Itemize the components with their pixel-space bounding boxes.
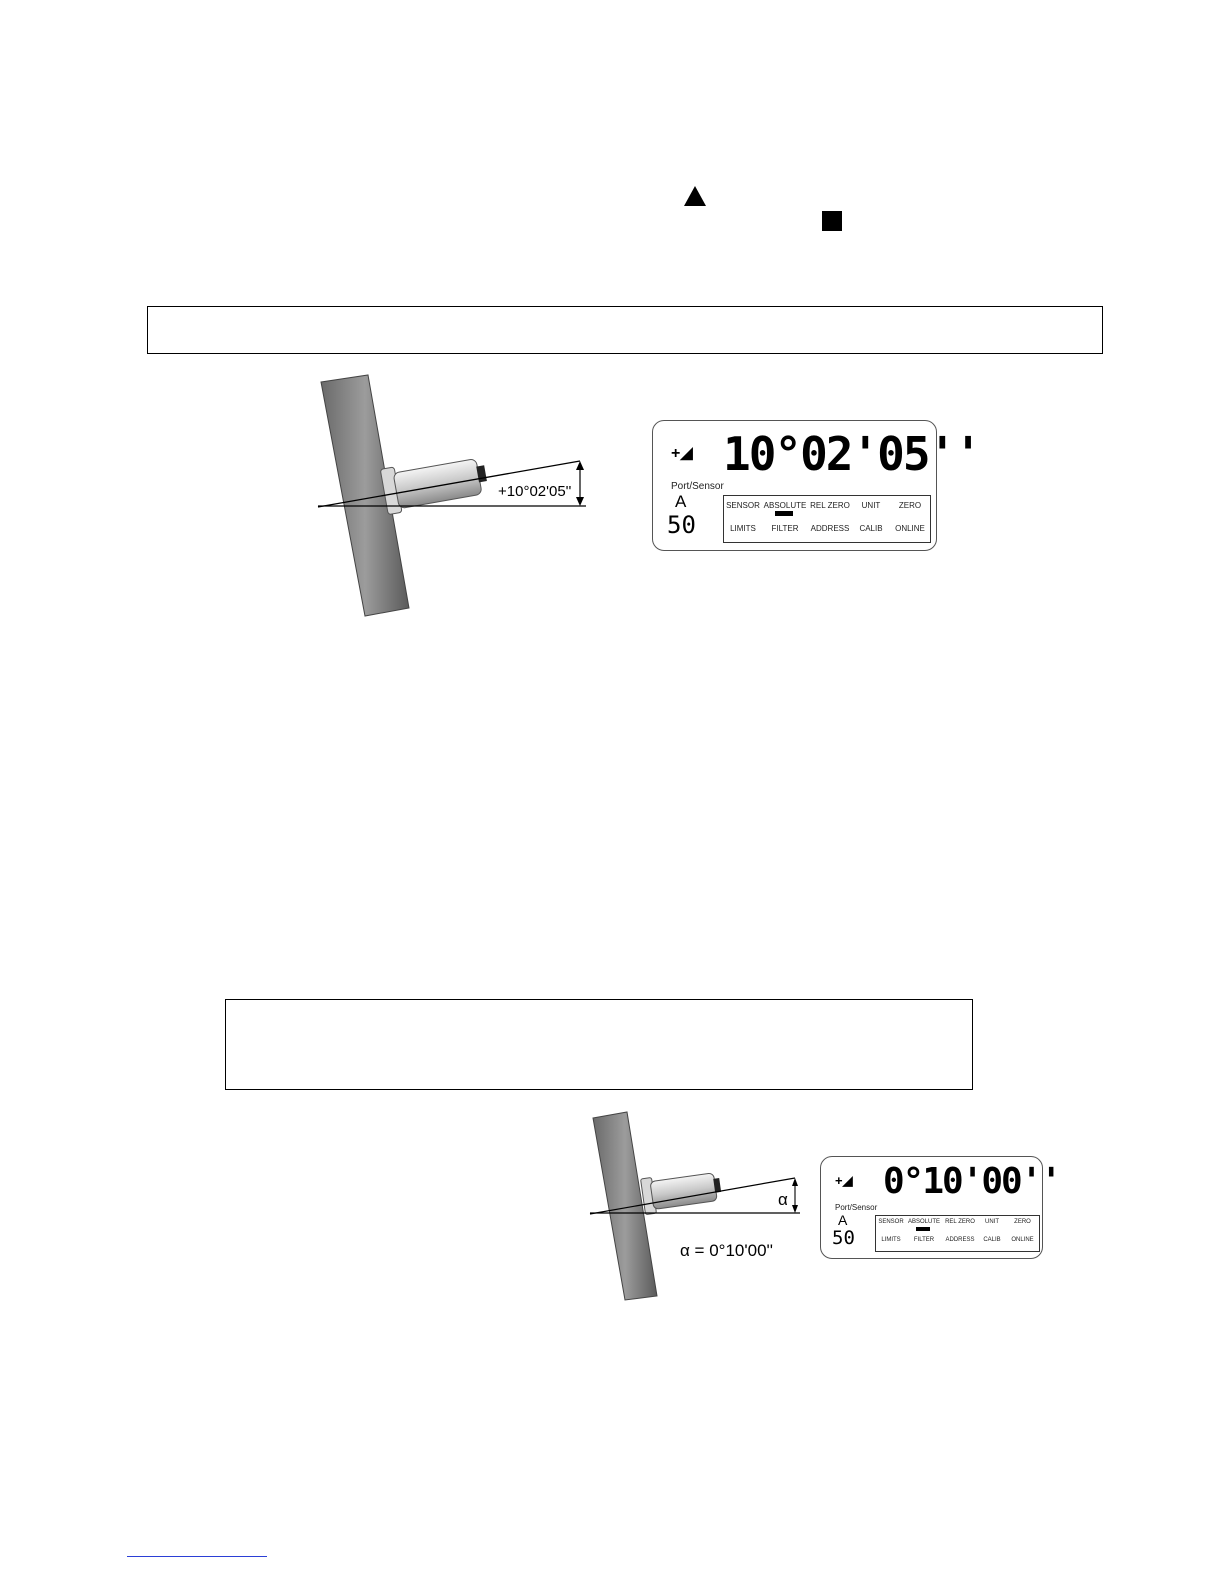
lcd-display-1 bbox=[652, 420, 980, 551]
sign-indicator: +◢ bbox=[835, 1173, 853, 1188]
port-value: A bbox=[675, 492, 687, 511]
menu-item-unit: UNIT bbox=[985, 1219, 999, 1225]
menu-item-calib: CALIB bbox=[859, 524, 883, 533]
sensor-diagram-1 bbox=[300, 370, 600, 625]
status-menu bbox=[723, 495, 931, 543]
sensor-value: 50 bbox=[667, 511, 696, 539]
menu-item-sensor: SENSOR bbox=[878, 1219, 904, 1225]
active-mode-marker bbox=[916, 1227, 930, 1231]
menu-item-rel-zero: REL ZERO bbox=[810, 501, 850, 510]
sensor-diagram-2 bbox=[585, 1108, 810, 1306]
angle-label: +10°02'05'' bbox=[498, 483, 572, 500]
menu-item-absolute: ABSOLUTE bbox=[763, 501, 807, 510]
angle-reading: 10°02'05'' bbox=[723, 427, 980, 481]
angle-symbol: α bbox=[778, 1190, 788, 1209]
footnote-separator bbox=[127, 1556, 267, 1557]
menu-item-sensor: SENSOR bbox=[726, 501, 760, 510]
sign-indicator: +◢ bbox=[671, 445, 693, 462]
menu-item-address: ADDRESS bbox=[945, 1237, 975, 1243]
note-box-2 bbox=[225, 999, 973, 1090]
menu-item-online: ONLINE bbox=[1011, 1237, 1034, 1243]
menu-item-limits: LIMITS bbox=[881, 1237, 901, 1243]
menu-item-online: ONLINE bbox=[895, 524, 925, 533]
angle-equation: α = 0°10'00'' bbox=[680, 1241, 774, 1260]
port-sensor-label: Port/Sensor bbox=[835, 1203, 878, 1212]
active-mode-marker bbox=[775, 511, 793, 516]
menu-item-address: ADDRESS bbox=[810, 524, 850, 533]
inclination-sensor bbox=[380, 451, 489, 514]
menu-item-zero: ZERO bbox=[1014, 1219, 1031, 1225]
angle-reading: 0°10'00'' bbox=[883, 1161, 1061, 1202]
menu-item-zero: ZERO bbox=[898, 501, 922, 510]
lcd-display-2 bbox=[820, 1156, 1061, 1259]
menu-item-rel-zero: REL ZERO bbox=[945, 1219, 975, 1225]
status-menu bbox=[875, 1215, 1040, 1252]
menu-item-filter: FILTER bbox=[913, 1237, 935, 1243]
sensor-value: 50 bbox=[832, 1227, 855, 1249]
port-sensor-label: Port/Sensor bbox=[671, 481, 724, 492]
menu-item-filter: FILTER bbox=[771, 524, 799, 533]
port-value: A bbox=[838, 1212, 848, 1228]
menu-item-absolute: ABSOLUTE bbox=[907, 1219, 940, 1225]
menu-item-unit: UNIT bbox=[861, 501, 881, 510]
menu-item-limits: LIMITS bbox=[730, 524, 756, 533]
square-stop-icon bbox=[821, 210, 843, 232]
triangle-up-icon bbox=[683, 184, 707, 208]
note-box-1 bbox=[147, 306, 1103, 354]
menu-item-calib: CALIB bbox=[983, 1237, 1001, 1243]
inclination-sensor bbox=[641, 1168, 723, 1215]
